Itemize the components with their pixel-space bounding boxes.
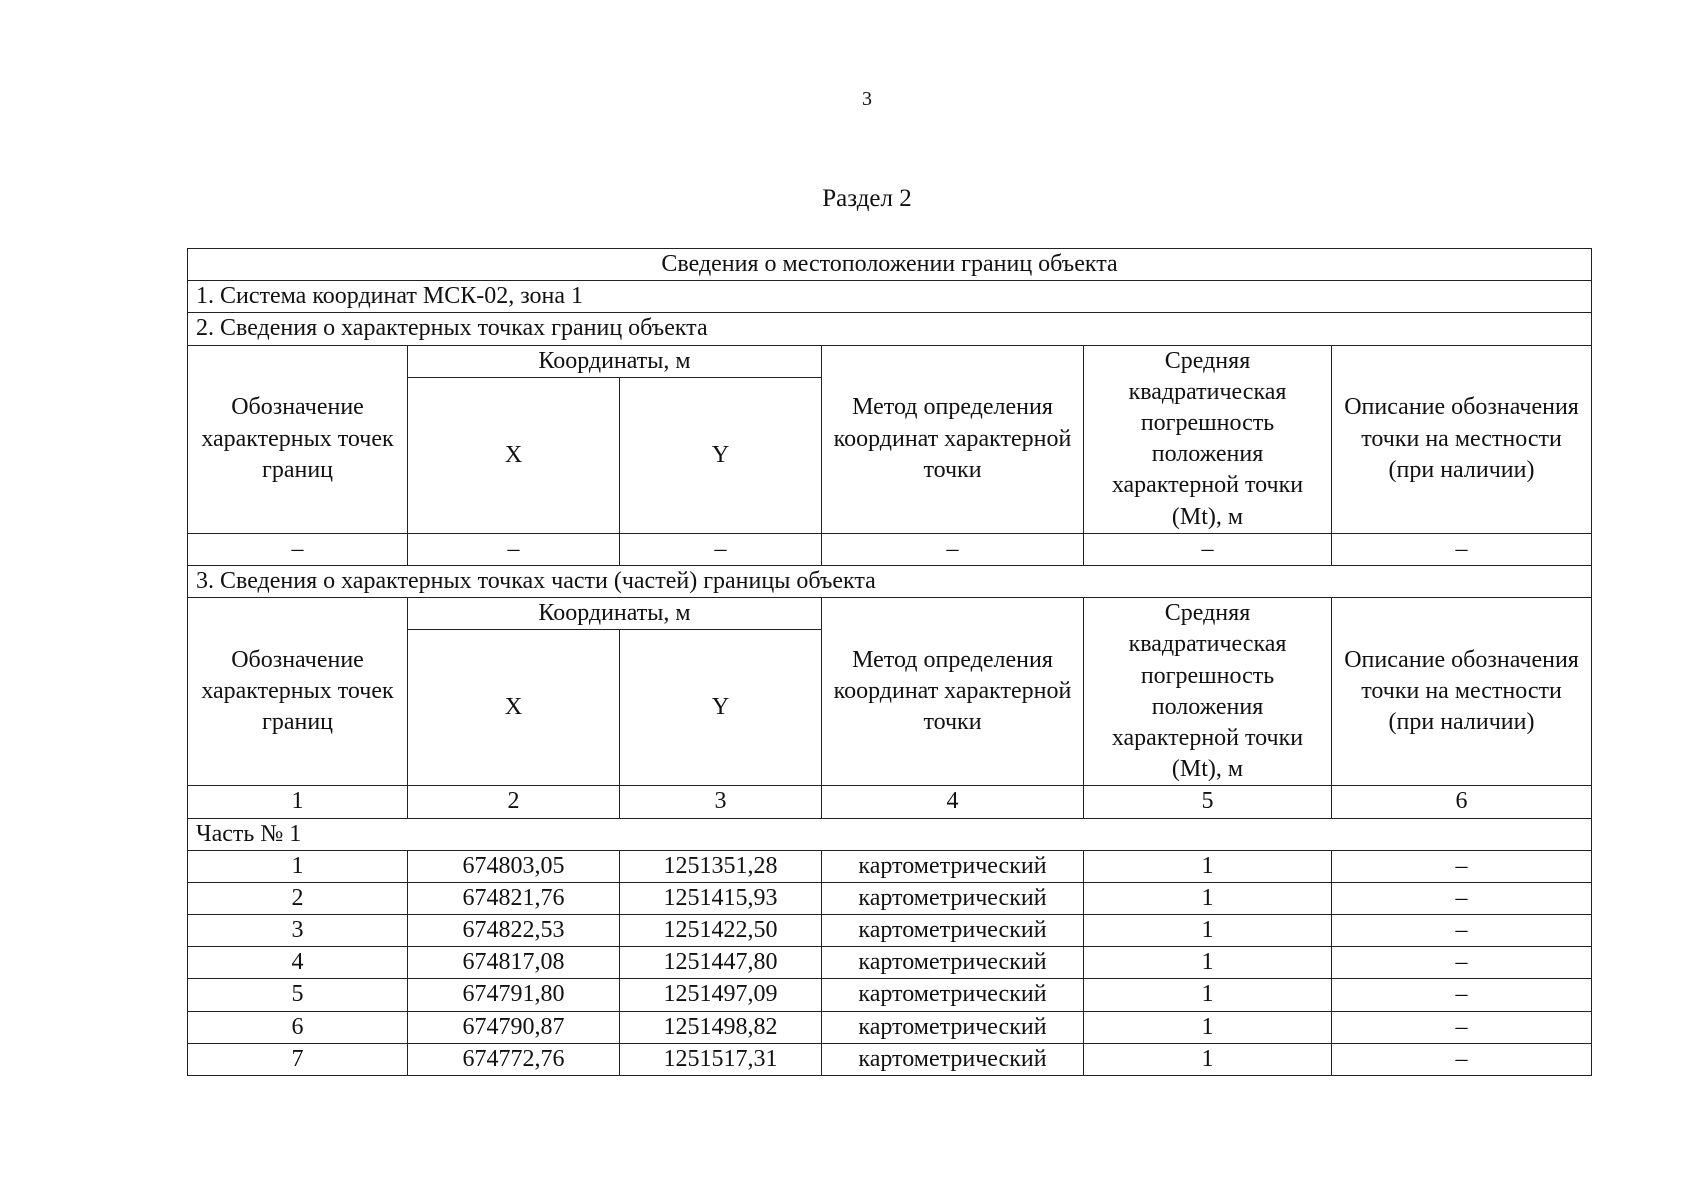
x-cell: 674817,08 xyxy=(408,947,620,979)
error-cell: 1 xyxy=(1084,850,1332,882)
column-number: 1 xyxy=(188,786,408,818)
point-cell: 5 xyxy=(188,979,408,1011)
method-cell: картометрический xyxy=(822,947,1084,979)
part2-title-row xyxy=(188,313,1592,345)
empty-cell: – xyxy=(1332,533,1592,565)
coord-system: 1. Система координат МСК-02, зона 1 xyxy=(188,281,1592,313)
part2-header-row xyxy=(188,345,1592,377)
y-cell: 1251422,50 xyxy=(620,915,822,947)
header-method: Метод определения координат характерной точки xyxy=(822,345,1084,533)
boundary-table xyxy=(187,248,1592,1076)
part2-title: 2. Сведения о характерных точках границ объекта xyxy=(188,313,1592,345)
error-cell: 1 xyxy=(1084,1043,1332,1075)
point-cell: 6 xyxy=(188,1011,408,1043)
part3-title: 3. Сведения о характерных точках части (частей) границы объекта xyxy=(188,565,1592,597)
x-cell: 674822,53 xyxy=(408,915,620,947)
point-cell: 4 xyxy=(188,947,408,979)
table-row xyxy=(188,947,1592,979)
part3-title-row xyxy=(188,565,1592,597)
header-error: Средняя квадратическая погрешность положения характерной точки (Mt), м xyxy=(1084,598,1332,786)
y-cell: 1251497,09 xyxy=(620,979,822,1011)
y-cell: 1251517,31 xyxy=(620,1043,822,1075)
description-cell: – xyxy=(1332,947,1592,979)
error-cell: 1 xyxy=(1084,1011,1332,1043)
method-cell: картометрический xyxy=(822,882,1084,914)
table-row xyxy=(188,1043,1592,1075)
table-title: Сведения о местоположении границ объекта xyxy=(188,249,1592,281)
point-cell: 2 xyxy=(188,882,408,914)
description-cell: – xyxy=(1332,850,1592,882)
part3-header-row xyxy=(188,598,1592,630)
header-point-designation: Обозначение характерных точек границ xyxy=(188,345,408,533)
header-method: Метод определения координат характерной точки xyxy=(822,598,1084,786)
description-cell: – xyxy=(1332,1011,1592,1043)
column-number: 4 xyxy=(822,786,1084,818)
column-number: 3 xyxy=(620,786,822,818)
header-y: Y xyxy=(620,377,822,533)
x-cell: 674772,76 xyxy=(408,1043,620,1075)
part-label: Часть № 1 xyxy=(188,818,1592,850)
header-coordinates: Координаты, м xyxy=(408,345,822,377)
column-numbers-row xyxy=(188,786,1592,818)
table-row xyxy=(188,1011,1592,1043)
table-row xyxy=(188,915,1592,947)
point-cell: 1 xyxy=(188,850,408,882)
header-description: Описание обозначения точки на местности (при наличии) xyxy=(1332,345,1592,533)
column-number: 5 xyxy=(1084,786,1332,818)
point-cell: 7 xyxy=(188,1043,408,1075)
description-cell: – xyxy=(1332,979,1592,1011)
page-number: 3 xyxy=(862,88,872,110)
error-cell: 1 xyxy=(1084,947,1332,979)
method-cell: картометрический xyxy=(822,1011,1084,1043)
table-title-row xyxy=(188,249,1592,281)
error-cell: 1 xyxy=(1084,915,1332,947)
method-cell: картометрический xyxy=(822,979,1084,1011)
part-label-row xyxy=(188,818,1592,850)
table-row xyxy=(188,979,1592,1011)
header-x: X xyxy=(408,377,620,533)
header-description: Описание обозначения точки на местности (при наличии) xyxy=(1332,598,1592,786)
section-title: Раздел 2 xyxy=(822,185,912,212)
x-cell: 674790,87 xyxy=(408,1011,620,1043)
y-cell: 1251351,28 xyxy=(620,850,822,882)
description-cell: – xyxy=(1332,1043,1592,1075)
x-cell: 674821,76 xyxy=(408,882,620,914)
method-cell: картометрический xyxy=(822,850,1084,882)
empty-cell: – xyxy=(188,533,408,565)
header-coordinates: Координаты, м xyxy=(408,598,822,630)
method-cell: картометрический xyxy=(822,915,1084,947)
empty-cell: – xyxy=(408,533,620,565)
empty-cell: – xyxy=(620,533,822,565)
description-cell: – xyxy=(1332,882,1592,914)
header-x: X xyxy=(408,630,620,786)
part2-empty-row xyxy=(188,533,1592,565)
empty-cell: – xyxy=(822,533,1084,565)
error-cell: 1 xyxy=(1084,979,1332,1011)
header-point-designation: Обозначение характерных точек границ xyxy=(188,598,408,786)
table-row xyxy=(188,882,1592,914)
x-cell: 674803,05 xyxy=(408,850,620,882)
description-cell: – xyxy=(1332,915,1592,947)
x-cell: 674791,80 xyxy=(408,979,620,1011)
error-cell: 1 xyxy=(1084,882,1332,914)
y-cell: 1251447,80 xyxy=(620,947,822,979)
empty-cell: – xyxy=(1084,533,1332,565)
point-cell: 3 xyxy=(188,915,408,947)
coord-system-row xyxy=(188,281,1592,313)
table-row xyxy=(188,850,1592,882)
y-cell: 1251415,93 xyxy=(620,882,822,914)
y-cell: 1251498,82 xyxy=(620,1011,822,1043)
column-number: 6 xyxy=(1332,786,1592,818)
header-error: Средняя квадратическая погрешность положения характерной точки (Mt), м xyxy=(1084,345,1332,533)
header-y: Y xyxy=(620,630,822,786)
method-cell: картометрический xyxy=(822,1043,1084,1075)
column-number: 2 xyxy=(408,786,620,818)
